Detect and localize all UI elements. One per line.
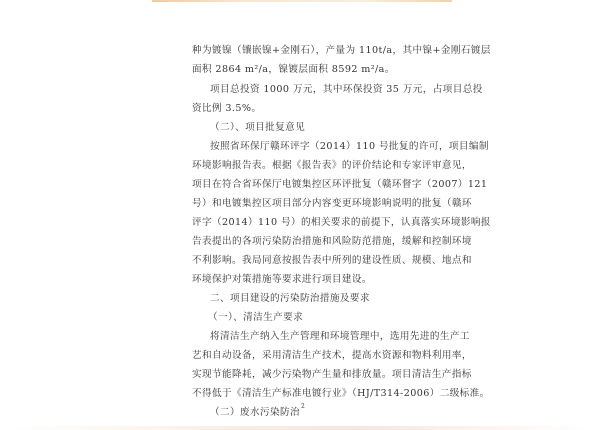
text-line: 实现节能降耗，减少污染物产生量和排放量。项目清洁生产指标: [192, 369, 472, 380]
text-line: 项目总投资 1000 万元，其中环保投资 35 万元，占项目总投: [210, 84, 483, 95]
section-heading-pollution-measures: 二、项目建设的污染防治措施及要求: [210, 293, 370, 304]
text-line: 种为镀镍（镶嵌镍+金刚石），产量为 110t/a，其中镍+金刚石镀层: [192, 45, 491, 56]
text-line: 告表提出的各项污染防治措施和风险防范措施，缓解和控制环境: [192, 236, 472, 247]
text-line: 艺和自动设备，采用清洁生产技术，提高水资源和物料利用率，: [192, 350, 472, 361]
text-line: 资比例 3.5%。: [192, 103, 262, 114]
text-line: 将清洁生产纳入生产管理和环境管理中，选用先进的生产工: [210, 331, 470, 342]
text-line: 环境保护对策措施等要求进行项目建设。: [192, 274, 372, 285]
text-line: 按照省环保厅赣环评字（2014）110 号批复的许可，项目编制: [210, 141, 489, 152]
subsection-heading-wastewater: （二）废水污染防治: [210, 407, 300, 418]
document-page: [150, 0, 491, 430]
text-line: 面积 2864 m²/a，镍镀层面积 8592 m²/a。: [192, 64, 395, 75]
text-line: 不得低于《清洁生产标准电镀行业》（HJ/T314-2006）二级标准。: [192, 388, 490, 399]
text-line: 项目在符合省环保厅电镀集控区环评批复（赣环督字（2007）121: [192, 179, 488, 190]
text-line: 不利影响。我局同意按报告表中所列的建设性质、规模、地点和: [192, 255, 472, 266]
text-line: 评字（2014）110 号）的相关要求的前提下，认真落实环境影响报: [192, 217, 491, 228]
subsection-heading-clean-production: （一）、清洁生产要求: [208, 312, 304, 323]
section-heading-approval: （二）、项目批复意见: [210, 122, 306, 133]
page-number: 2: [301, 403, 305, 410]
text-line: 号）和电镀集控区项目部分内容变更环境影响说明的批复（赣环: [192, 198, 472, 209]
text-line: 环境影响报告表。根据《报告表》的评价结论和专家评审意见，: [192, 160, 472, 171]
